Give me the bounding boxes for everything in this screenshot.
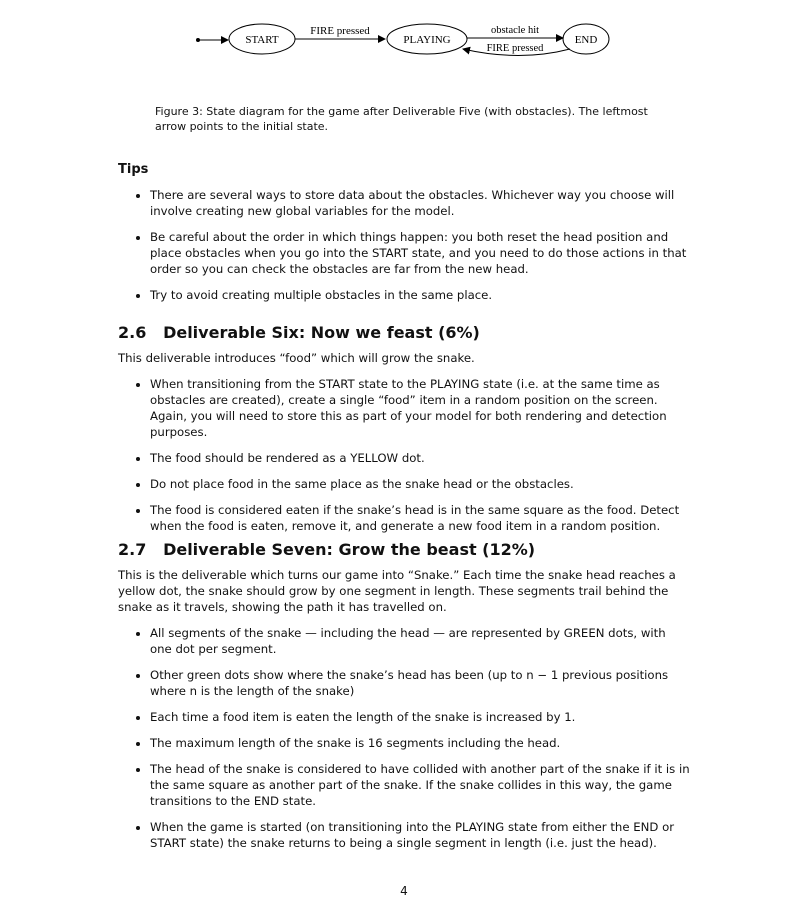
section-7-item: • All segments of the snake — including the head — are represented by GREEN dots, with one dot per segment. — [150, 625, 690, 657]
section-6-item: • When transitioning from the START state to the PLAYING state (i.e. at the same time as obstacles are created), create a single “food” item in a random position on the screen. Again, you will need to store this as part of your model for both rendering and detection purposes. — [150, 376, 690, 440]
section-7-body — [118, 567, 690, 861]
section-7-item: • Each time a food item is eaten the length of the snake is increased by 1. — [150, 709, 690, 725]
state-playing-label: PLAYING — [403, 34, 451, 46]
section-7-number: 2.7 — [118, 540, 147, 559]
tips-list-container — [118, 187, 690, 313]
tips-item: • Try to avoid creating multiple obstacles in the same place. — [150, 287, 690, 303]
section-7-item: • The head of the snake is considered to have collided with another part of the snake if it is in the same square as another part of the snake. If the snake collides in this way, the game transitions to the END state. — [150, 761, 690, 809]
section-7-list — [118, 625, 690, 851]
tips-item: • Be careful about the order in which things happen: you both reset the head position and place obstacles when you go into the START state, and you need to do those actions in that order so you can check the obstacles are far from the new head. — [150, 229, 690, 277]
figure-caption: Figure 3: State diagram for the game after Deliverable Five (with obstacles). The leftmost arrow points to the initial state. — [155, 105, 648, 133]
section-7-item: • Other green dots show where the snake’s head has been (up to n − 1 previous positions where n is the length of the snake) — [150, 667, 690, 699]
transition-playing-end-label: obstacle hit — [490, 25, 540, 36]
section-6-heading — [118, 323, 690, 342]
state-end-label: END — [574, 34, 598, 46]
section-6-intro: This deliverable introduces “food” which will grow the snake. — [118, 351, 475, 365]
section-7-item: • When the game is started (on transitioning into the PLAYING state from either the END or START state) the snake returns to being a single segment in length (i.e. just the head). — [150, 819, 690, 851]
tips-heading: Tips — [118, 162, 149, 177]
section-6-body — [118, 350, 690, 544]
state-diagram — [190, 18, 620, 64]
state-start-label: START — [245, 34, 279, 46]
section-7-heading — [118, 540, 690, 559]
section-6-list — [118, 376, 690, 534]
section-7-intro: This is the deliverable which turns our game into “Snake.” Each time the snake head reaches a yellow dot, the snake should grow by one segment in length. These segments trail behind the snake as it travels, showing the path it has travelled on. — [118, 568, 676, 614]
page-number: 4 — [400, 884, 408, 898]
section-7-item: • The maximum length of the snake is 16 segments including the head. — [150, 735, 690, 751]
section-6-item: • Do not place food in the same place as the snake head or the obstacles. — [150, 476, 690, 492]
section-6-title: Deliverable Six: Now we feast (6%) — [163, 323, 480, 342]
section-6-number: 2.6 — [118, 323, 147, 342]
section-7-title: Deliverable Seven: Grow the beast (12%) — [163, 540, 536, 559]
section-6-item: • The food is considered eaten if the snake’s head is in the same square as the food. Detect when the food is eaten, remove it, and generate a new food item in a random position. — [150, 502, 690, 534]
transition-end-playing-label: FIRE pressed — [486, 43, 544, 54]
section-6-item: • The food should be rendered as a YELLOW dot. — [150, 450, 690, 466]
tips-list — [118, 187, 690, 303]
transition-start-playing-label: FIRE pressed — [310, 25, 370, 37]
tips-item: • There are several ways to store data about the obstacles. Whichever way you choose will involve creating new global variables for the model. — [150, 187, 690, 219]
